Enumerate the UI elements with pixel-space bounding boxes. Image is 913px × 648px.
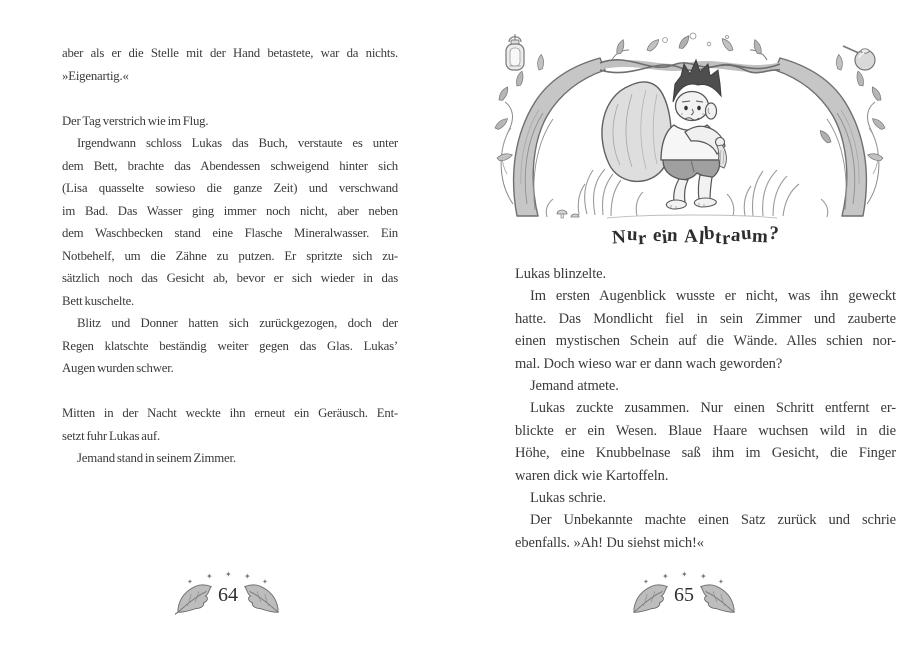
title-letter: n [666,224,679,247]
text-line: Der Tag verstrich wie im Flug. [62,113,209,128]
text-line: im Bad. Das Wasser ging immer noch nicht, aber neben [62,203,398,218]
title-letter: t [714,226,723,249]
text-line: Lukas schrie. [530,490,607,507]
boy-with-sack [602,60,727,209]
sparkle-icon: ✦ [262,578,268,586]
chapter-illustration [487,24,893,220]
paragraph [62,42,398,87]
title-letter: N [611,226,628,249]
sparkle-icon: ✦ [718,578,724,586]
branch-arch [600,33,780,73]
title-letter: e [651,224,663,247]
right-page-footer [619,570,749,634]
title-letter: a [730,224,743,247]
paragraph [62,402,398,447]
mushrooms-icon [557,210,579,218]
paragraph [62,447,398,470]
sparkle-icon: ✦ [187,578,193,586]
tree-left [494,54,605,218]
paragraph [62,110,398,133]
text-line: waren dick wie Kartoffeln. [515,467,669,484]
text-line: Der Unbekannte machte einen Satz zurück und schrie [530,512,896,529]
paragraph [515,487,896,509]
sparkle-icon: ✦ [681,570,688,579]
title-letter: i [660,226,669,249]
paragraph [515,285,896,375]
right-page-text [515,263,896,554]
sparkle-icon: ✦ [206,572,213,581]
text-line: Im ersten Augenblick wusste er nicht, was ihn geweckt [530,288,896,305]
text-line: »Eigenartig.« [62,68,129,83]
lantern-icon [506,34,524,70]
leaf-ornament-icon [175,582,215,616]
text-line: Mitten in der Nacht weckte ihn erneut ein Geräusch. Ent- [62,406,398,420]
text-line: hatte. Das Mondlicht fiel in sein Zimmer und zauberte [515,310,896,327]
text-line: Höhe, eine Knubbelnase saß ihm im Gesicht, die Finger [515,445,896,462]
text-line: Jemand stand in seinem Zimmer. [77,451,236,465]
paragraph [515,509,896,554]
title-letter: A [683,225,700,248]
page-number: 64 [218,583,238,606]
text-line: einen mystischen Schein auf die Wände. Alles schien nor- [515,333,896,350]
sparkle-icon: ✦ [225,570,232,579]
title-letter: l [697,227,706,250]
leaf-ornament-icon [631,582,671,616]
text-line: mal. Doch wieso war er dann wach geworden? [515,355,783,372]
paragraph [515,375,896,397]
text-line: Lukas blinzelte. [515,266,607,282]
title-letter: ? [767,222,780,245]
text-line: ebenfalls. »Ah! Du siehst mich!« [515,534,704,551]
sparkle-icon: ✦ [662,572,669,581]
title-letter: m [751,225,770,248]
text-line: dem Waschbecken stand eine Flasche Mineralwasser. Ein [62,226,398,240]
title-letter: u [626,223,639,246]
text-line: Regen klatschte beständig weiter gegen das Glas. Lukas’ [62,338,398,353]
page-number: 65 [674,583,694,606]
text-line: setzt fuhr Lukas auf. [62,428,160,443]
text-line: Notbehelf, um die Zähne zu putzen. Er spritzte sich zu- [62,248,398,263]
left-page-text [62,42,398,470]
sparkle-icon: ✦ [643,578,649,586]
leaf-ornament-icon [241,582,281,616]
text-line: Jemand atmete. [530,378,619,395]
sparkle-icon: ✦ [700,572,707,581]
text-line: Lukas zuckte zusammen. Nur einen Schritt entfernt er- [530,400,896,417]
text-line: Augen wurden schwer. [62,361,174,375]
chapter-title [505,222,886,262]
title-letter: u [740,222,754,245]
title-letter: r [637,227,648,250]
text-line: aber als er die Stelle mit der Hand betastete, war da nichts. [62,46,398,60]
text-line: Blitz und Donner hatten sich zurückgezogen, doch der [77,316,398,330]
paragraph [515,263,896,285]
text-line: sätzlich noch das Gesicht ab, bevor er sich wieder in das [62,271,398,285]
text-line: (Lisa quasselte sowieso die ganze Zeit) und verschwand [62,181,398,195]
paragraph [62,132,398,312]
text-line: Bett kuschelte. [62,293,135,308]
leaf-ornament-icon [697,582,737,616]
flask-icon [843,46,875,70]
text-line: blickte er ein Wesen. Blaue Haare wuchsen wild in die [515,422,896,439]
paragraph [62,312,398,380]
sparkle-icon: ✦ [244,572,251,581]
title-letter: b [703,222,717,245]
left-page-footer [163,570,293,634]
title-letter: r [721,227,732,250]
text-line: dem Bett, brachte das Abendessen schweigend hinter sich [62,158,398,173]
text-line: Irgendwann schloss Lukas das Buch, verstaute es unter [77,136,398,150]
paragraph [515,397,896,487]
